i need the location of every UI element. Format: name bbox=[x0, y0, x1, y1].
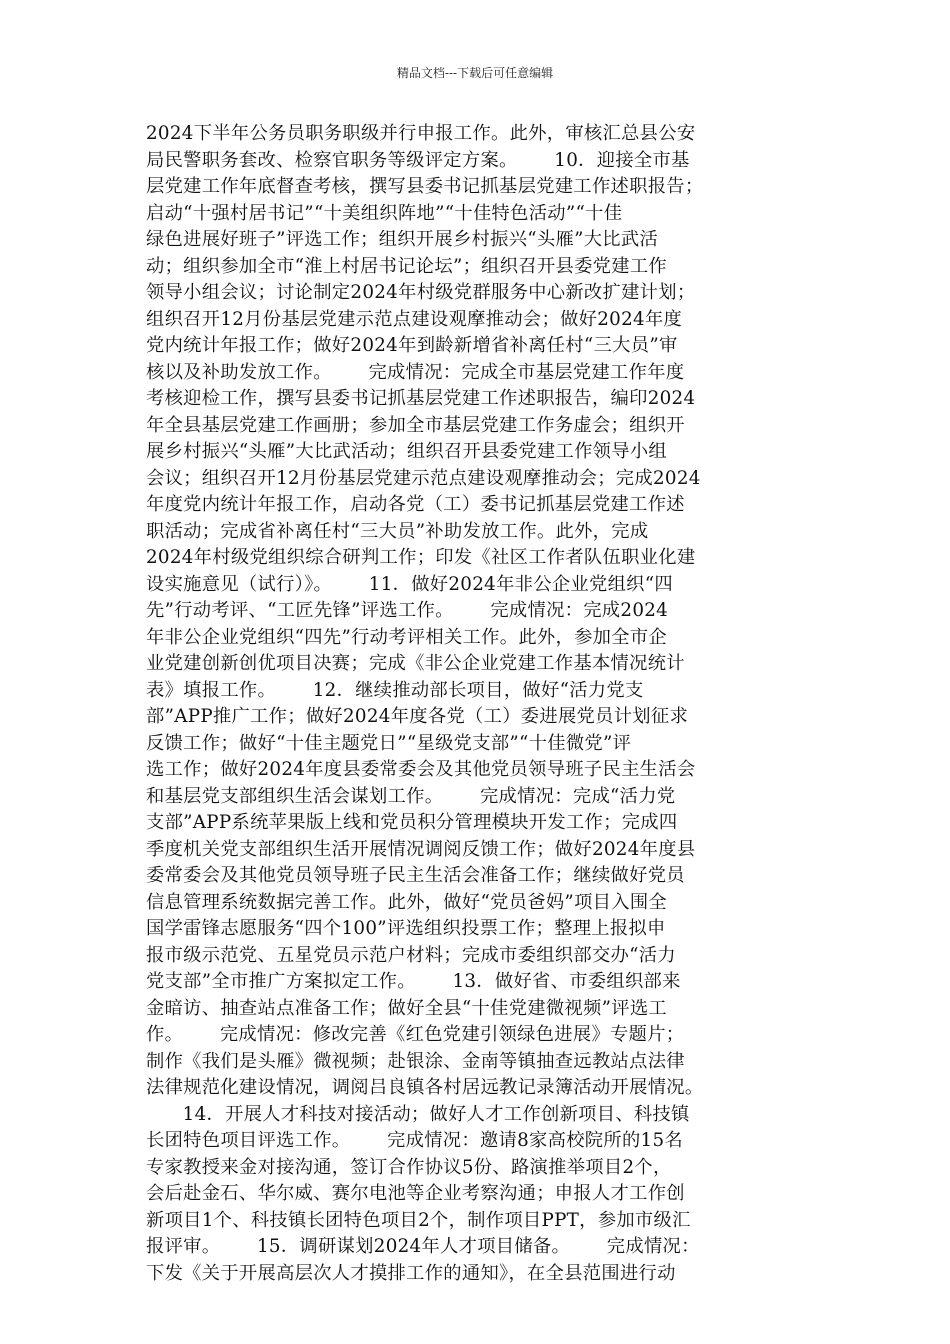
text-line: 年非公企业党组织“四先”行动考评相关工作。此外，参加全市企 bbox=[146, 626, 667, 648]
text-line: 委常委会及其他党员领导班子民主生活会准备工作；继续做好党员 bbox=[146, 865, 685, 886]
text-line: 14．开展人才科技对接活动；做好人才工作创新项目、科技镇 bbox=[146, 1103, 690, 1125]
text-line: 年全县基层党建工作画册；参加全市基层党建工作务虚会；组织开 bbox=[146, 414, 685, 436]
text-line: 绿色进展好班子”评选工作；组织开展乡村振兴“头雁”大比武活 bbox=[146, 229, 659, 250]
text-line: 作。 完成情况：修改完善《红色党建引领绿色进展》专题片； bbox=[146, 1024, 685, 1045]
document-body bbox=[146, 121, 818, 1287]
text-line: 会后赴金石、华尔威、赛尔电池等企业考察沟通；申报人才工作创 bbox=[146, 1183, 685, 1204]
text-line: 报评审。 15．调研谋划2024年人才项目储备。 完成情况： bbox=[146, 1236, 700, 1257]
text-line: 会议；组织召开12月份基层党建示范点建设观摩推动会；完成2024 bbox=[146, 467, 701, 489]
text-line: 党内统计年报工作；做好2024年到龄新增省补离任村“三大员”审 bbox=[146, 335, 678, 356]
text-line: 领导小组会议；讨论制定2024年村级党群服务中心新改扩建计划； bbox=[146, 282, 696, 303]
text-line: 动；组织参加全市“淮上村居书记论坛”；组织召开县委党建工作 bbox=[146, 255, 667, 277]
text-line: 部”APP推广工作；做好2024年度各党（工）委进展党员计划征求 bbox=[146, 706, 689, 727]
text-line: 党支部”全市推广方案拟定工作。 13．做好省、市委组织部来 bbox=[146, 971, 681, 992]
text-line: 业党建创新创优项目决赛；完成《非公企业党建工作基本情况统计 bbox=[146, 653, 685, 674]
text-line: 支部”APP系统苹果版上线和党员积分管理模块开发工作；完成四 bbox=[146, 812, 678, 833]
text-line: 选工作；做好2024年度县委常委会及其他党员领导班子民主生活会 bbox=[146, 759, 696, 780]
text-line: 反馈工作；做好“十佳主题党日”“星级党支部”“十佳微党”评 bbox=[146, 732, 632, 754]
text-line: 法律规范化建设情况，调阅吕良镇各村居远教记录簿活动开展情况。 bbox=[146, 1077, 704, 1098]
text-line: 长团特色项目评选工作。 完成情况：邀请8家高校院所的15名 bbox=[146, 1130, 683, 1151]
text-line: 展乡村振兴“头雁”大比武活动；组织召开县委党建工作领导小组 bbox=[146, 441, 667, 462]
text-line: 考核迎检工作，撰写县委书记抓基层党建工作述职报告，编印2024 bbox=[146, 388, 696, 409]
text-line: 设实施意见（试行）》。 11．做好2024年非公企业党组织“四 bbox=[146, 573, 673, 595]
text-line: 先”行动考评、“工匠先锋”评选工作。 完成情况：完成2024 bbox=[146, 600, 669, 621]
text-line: 季度机关党支部组织生活开展情况调阅反馈工作；做好2024年度县 bbox=[146, 838, 696, 860]
text-line: 报市级示范党、五星党员示范户材料；完成市委组织部交办“活力 bbox=[146, 944, 676, 966]
text-line: 局民警职务套改、检察官职务等级评定方案。 10．迎接全市基 bbox=[146, 149, 690, 171]
text-line: 2024年村级党组织综合研判工作；印发《社区工作者队伍职业化建 bbox=[146, 547, 696, 568]
text-line: 和基层党支部组织生活会谋划工作。 完成情况：完成“活力党 bbox=[146, 785, 676, 807]
text-line: 组织召开12月份基层党建示范点建设观摩推动会；做好2024年度 bbox=[146, 308, 683, 330]
text-line: 表》填报工作。 12．继续推动部长项目，做好“活力党支 bbox=[146, 679, 644, 701]
text-line: 制作《我们是头雁》微视频；赴银涂、金南等镇抽查远教站点法律 bbox=[146, 1050, 685, 1072]
text-line: 核以及补助发放工作。 完成情况：完成全市基层党建工作年度 bbox=[146, 361, 685, 383]
text-line: 金暗访、抽查站点准备工作；做好全县“十佳党建微视频”评选工 bbox=[146, 997, 667, 1019]
text-line: 国学雷锋志愿服务“四个100”评选组织投票工作；整理上报拟申 bbox=[146, 918, 666, 939]
text-line: 年度党内统计年报工作，启动各党（工）委书记抓基层党建工作述 bbox=[146, 494, 685, 515]
text-line: 职活动；完成省补离任村“三大员”补助发放工作。此外，完成 bbox=[146, 520, 649, 542]
text-line: 2024下半年公务员职务职级并行申报工作。此外，审核汇总县公安 bbox=[146, 123, 696, 144]
text-line: 下发《关于开展高层次人才摸排工作的通知》，在全县范围进行动 bbox=[146, 1262, 676, 1284]
text-line: 专家教授来金对接沟通，签订合作协议5份、路演推举项目2个， bbox=[146, 1156, 672, 1178]
text-line: 新项目1个、科技镇长团特色项目2个，制作项目PPT，参加市级汇 bbox=[146, 1209, 691, 1231]
text-line: 信息管理系统数据完善工作。此外，做好“党员爸妈”项目入围全 bbox=[146, 891, 667, 913]
text-line: 启动“十强村居书记”“十美组织阵地”“十佳特色活动”“十佳 bbox=[146, 202, 623, 224]
text-line: 层党建工作年底督查考核，撰写县委书记抓基层党建工作述职报告； bbox=[146, 176, 704, 197]
page-header: 精品文档---下载后可任意编辑 bbox=[396, 66, 554, 80]
